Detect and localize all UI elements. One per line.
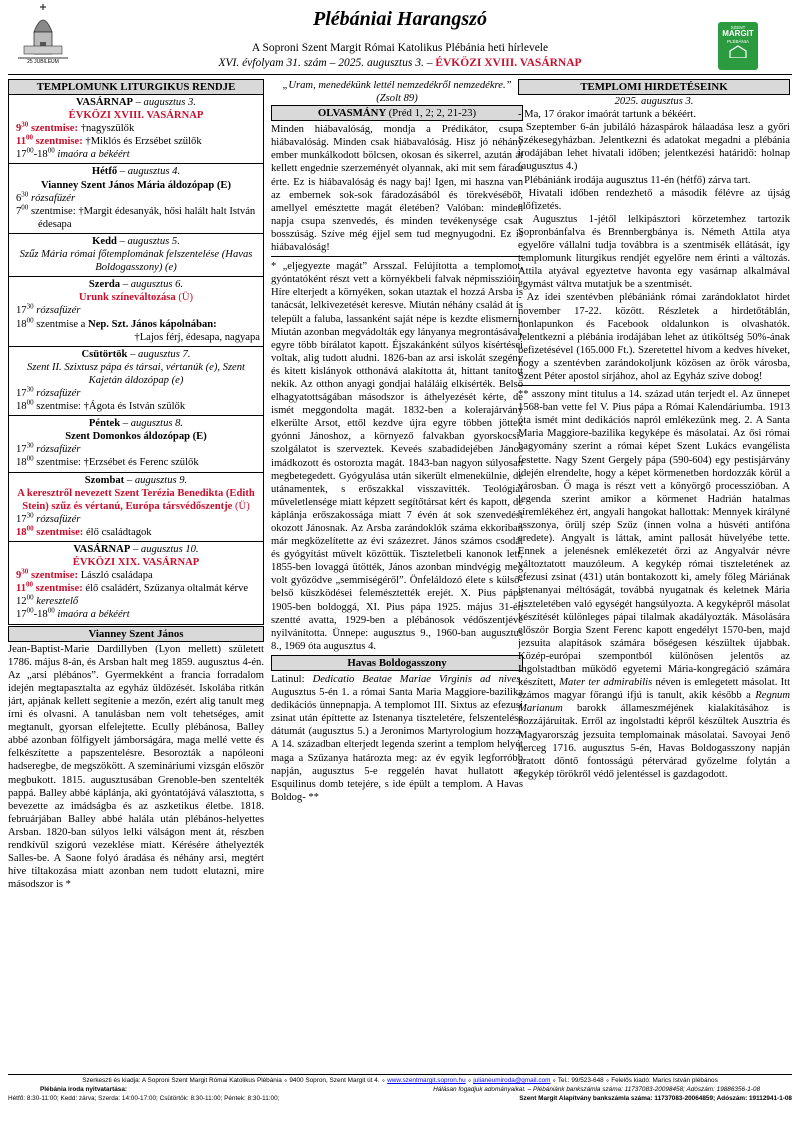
liturgy-column: [8, 79, 264, 1071]
notice-item: - Az idei szentévben plébániánk római zarándoklatot hirdet november 17-22. között. Részletek a hirdetőtáblán, honlapunkon és Facebook oldalunkon is olvashatók. Jelentkezni a plébánia irodájában lehet az útiköltség 50%-ának befizetésével (165.000 Ft.). Szeretettel hívom a kedves híveket, hogy a szentévben zarándokoljunk közösen az örök városba, Szent Péter apostol sírjához, ahol az Egyház szíve dobog!: [518, 292, 790, 382]
havas-text: Latinul: Dedicatio Beatae Mariae Virginis ad nives. Augusztus 5-én 1. a római Santa Maria Maggiore-bazilika dedikációs ünnepnapja. A templomot III. Sixtus az efezusi zsinat után építtette az Istenanya tiszteletére, felszentelése dátumát (augusztus 5.) a Jeronimos Martyrologium hozza. A 14. században elterjedt legenda szerint a templom helyét maga a Szűzanya határozta meg: az év egyik legforróbb napján, augusztus 5-e reggelén havat hullatott az Esquilinus domb tetejére, s ide épült a templom. A Havas Boldog- **: [271, 673, 523, 803]
psalm-quote: „Uram, menedékünk lettél nemzedékről nemzedékre.” (Zsolt 89): [282, 80, 512, 105]
schedule-line: $17^{00}-18^{00}$ imaóra a békéért: [16, 146, 130, 161]
office-hours-label: Plébánia iroda nyitvatartása:: [40, 1086, 128, 1093]
feast-title: ÉVKÖZI XVIII. VASÁRNAP: [68, 110, 204, 122]
reading-text: Minden hiábavalóság, mondja a Prédikátor, csupa hiábavalóság. Minden csak hiábavalóság. Hisz jó néhány ember munkálkodott bölcsen, okosan és sikerrel, azután át kellett engednie szerzeményét olyannak, aki mit sem fáradt érte. Ez is hiábavalóság és nagy baj! Igen, mi haszna van az embernek sok-sok fáradozásából és törekvéséből, amellyel emésztette magát életében? Valóban: minden napja csupa szenvedés, és minden tevékenysége csak bosszúság. Szíve még éjjel sem tud megnyugodni. Ez is hiábavalóság!: [271, 121, 523, 257]
notices-date: 2025. augusztus 3.: [614, 96, 694, 107]
day-wednesday: Szerda – augusztus 6. Urunk színeváltozása (Ü) $17^{30}$ rózsafüzér $18^{00}$ szentmise a Nep. Szt. János kápolnában: †Lajos férj, édesapa, nagyapa: [9, 277, 263, 346]
logo-main: MARGIT: [722, 29, 754, 38]
day-monday: Hétfő – augusztus 4. Vianney Szent János Mária áldozópap (E) $6^{30}$ rózsafüzér $7^{00}$ szentmise: †Margit édesanyák, hősi halált halt István édesapa: [9, 164, 263, 233]
schedule-line: $9^{30}$ szentmise: †nagyszülők: [16, 120, 135, 135]
office-hours: Hétfő: 8:30-11:00; Kedd: zárva; Szerda: 14:00-17:00; Csütörtök: 8:30-11:00; Péntek: 8:30-11:00;: [8, 1095, 280, 1102]
feast-title: Vianney Szent János Mária áldozópap (E): [40, 179, 231, 191]
bank-account-parish: Hálásan fogadjuk adományaikat. – Plébániánk bankszámla száma: 11737083-20098458; Adószám: 19886356-1-08: [433, 1086, 760, 1093]
notice-item: - Ma, 17 órakor imaórát tartunk a békéért.: [518, 109, 696, 121]
issue-number: XVI. évfolyam 31. szám – 2025. augusztus 3. –: [218, 57, 433, 69]
day-saturday: Szombat – augusztus 9. A keresztről nevezett Szent Terézia Benedikta (Edith Stein) szűz és vértanú, Európa társvédőszentje (Ü) $17^{30}$ rózsafüzér $18^{00}$ szentmise: élő családtagok: [9, 473, 263, 542]
newsletter-title: Plébániai Harangszó: [313, 8, 487, 30]
havas-heading: Havas Boldogasszony: [271, 655, 523, 671]
header-rule: [8, 74, 792, 75]
logo-top: SZENT: [730, 25, 746, 30]
liturgy-box: [8, 95, 264, 625]
website-link[interactable]: www.szentmargit.sopron.hu: [387, 1077, 466, 1084]
notices-heading: TEMPLOMI HIRDETÉSEINK: [518, 79, 790, 95]
issue-line: [0, 57, 800, 69]
issue-sunday: ÉVKÖZI XVIII. VASÁRNAP: [435, 57, 582, 69]
day-friday: Péntek – augusztus 8. Szent Domonkos áldozópap (E) $17^{30}$ rózsafüzér $18^{00}$ szentmise: †Erzsébet és Ferenc szülők: [9, 416, 263, 472]
feast-title: ÉVKÖZI XIX. VASÁRNAP: [72, 557, 200, 569]
day-thursday: Csütörtök – augusztus 7. Szent II. Szixtusz pápa és társai, vértanúk (e), Szent Kajetán áldozópap (e) $17^{30}$ rózsafüzér $18^{00}$ szentmise: †Ágota és István szülők: [9, 347, 263, 416]
notices-column: [518, 79, 790, 1071]
day-name: VASÁRNAP: [76, 97, 133, 108]
notice-item: - Szeptember 6-án jubiláló házaspárok hálaadása lesz a győri Székesegyházban. Jelentkezni és adatokat megadni a plébánia irodájában lehet hivatali időben; jelentkezési határidő: holnap (augusztus 4.): [518, 122, 790, 173]
feast-title: A keresztről nevezett Szent Terézia Benedikta (Edith Stein) szűz és vértanú, Európa társvédőszentje: [17, 487, 255, 512]
feast-title: Urunk színeváltozása: [78, 292, 176, 304]
reading-heading: OLVASMÁNY (Préd 1, 2; 2, 21-23): [271, 105, 523, 121]
notice-item: - Hivatali időben rendezhető a második félévre az újság előfizetés.: [518, 187, 790, 212]
logo-bottom: PLÉBÁNIA: [726, 39, 749, 44]
email-link[interactable]: julianeumiroda@gmail.com: [473, 1077, 551, 1084]
feast-title: Szűz Mária római főtemplomának felszentelése (Havas Boldogasszony) (e): [19, 249, 253, 274]
schedule-line: $11^{00}$ szentmise: †Miklós és Erzsébet szülők: [16, 133, 202, 148]
feast-title: Szent Domonkos áldozópap (E): [65, 431, 207, 443]
day-date: – augusztus 3.: [135, 97, 196, 108]
newsletter-subtitle: A Soproni Szent Margit Római Katolikus Plébánia heti hírlevele: [251, 42, 549, 54]
notice-item: - Plébániánk irodája augusztus 11-én (hétfő) zárva tart.: [518, 174, 751, 186]
church-building-icon: [728, 44, 748, 58]
day-sunday-2: VASÁRNAP – augusztus 10. ÉVKÖZI XIX. VASÁRNAP $9^{30}$ szentmise: László családapa $11^{00}$ szentmise: élő családért, Szűzanya oltalmát kérve $12^{00}$ keresztelő $17^{00}-18^{00}$ imaóra a békéért: [9, 542, 263, 625]
day-tuesday: Kedd – augusztus 5. Szűz Mária római főtemplomának felszentelése (Havas Boldogasszony) (e): [9, 234, 263, 277]
vianney-continued-text: * „eljegyezte magát” Arsszal. Felújította a templomot, gyóntatóként részt vett a környékbeli falvak népmisszióin. Híre elterjedt a környéken, sokan utaztak el hozzá Arsba is tanácsát, lelkivezetését keresve. Miután néhány család át is települt a faluba, lassanként saját népe is kezdte elismerni. Miután azonban megvádolták egy lányanya megrontásával, egyre több bírálatot kapott. Éjszakánként súlyos kísértései voltak, alig tudott aludni. 1826-ban az arsi iskolát szegény és kitett kislányok otthonává alakította át, hittant tanított nekik. Az otthon anyagi gondjai haláláig elkísérték. Belső elhagyatottságában másodszor is áthelyezését kérte, de ismét meggondolta magát. 1832-ben a kolerajárvány elkerülte Arsot, ettől kezdve újra egyre többen jöttek gyónni Jánoshoz, a környező falvakban gyorskocsi-szolgálatot is szerveztek. Keveés szabadidejében János imádkozott és ostorozta magát. 1843-ban nagyon súlyosan megbetegedett. Gyógyulása után sikerült elmenekülnie, de utánamentek, s erőszakkal visszavitték. Teológiai műveletlensége miatt képzett segítőtársat kért és kapott, de káplánja erőszakossága miatt 7 évén át sok szenvedést okozott Jánosnak. Az Arsba zarándoklók száma ekkoriban már megközelítette az évi százezret. János számos csodát és gyógyítást művelt közöttük. Tiszteletbeli kanonok lett, 1855-ben lovaggá ütötték, János azonban mindvégig meg volt győződve „semmiségéről”. Önfeláldozó élete s külső-belső küszködései felemésztették erejét. X. Pius pápa 1905-ben boldoggá, XI. Pius pápa 1925. május 31-én szentté avatta, 1929-ben a plébánosok védőszentjévé nyilvánította. Ünnepe: augusztus 9., 1960-ban augusztus 8., 1969 óta augusztus 4.: [271, 261, 523, 652]
notices-list: [518, 108, 790, 386]
jubilee-caption: 25 JUBILEUM: [27, 59, 59, 65]
feast-title: Szent II. Szixtusz pápa és társai, vértanúk (e), Szent Kajetán áldozópap (e): [26, 361, 246, 386]
bank-account-foundation: Szent Margit Alapítvány bankszámla száma: 11737083-20064859; Adószám: 19112941-1-08: [519, 1095, 792, 1102]
havas-continued-text: ** asszony mint titulus a 14. század után terjedt el. Az ünnepet 1568-ban vette fel V. Pius pápa a Római Kalendáriumba. 1913 óta ismét mint dedikációs napról emlékezünk meg. 2. A Santa Maria Maggiore-bazilika kegyképe és másolatai. Az ősi római hagyomány szerint a római képet Szent Lukács evangélista festette. Nagy Szent Gergely pápa (590-604) egy pestisjárvány idején elrendelte, hogy a képet körmenetben hordozzák körül a városban. Ő maga is részt vett a könyörgő processzióban. A legenda szerint amikor a körmenet Hadrián hatalmas síremlékéhez ért, angyali hangokat hallottak: Mennyek királyné asszonya, örülj szép Szűz (innen volna a húsvéti antifóna eredete). Angyalt is láttak, amint pallosát hüvelyébe tette. Ennek a jelenésnek emlékezetét őrzi az Angyalvár névre változtatott mauzóleum. A kegykép római tiszteletének az efezusi zsinat (431) után bontakozott ki, amely főleg Máriának istenanyai méltóságát, továbbá nyugatnak és keletnek Mária tiszteletében való egységét hangsúlyozta. A kegyképről másolat készítését különleges pápai tilalmak akadályozták. Másolására először Borgia Szent Ferenc kapott engedélyt 1570-ben, majd jezsuita alapítások számára bőségesen készültek újabbak. Közép-európai szempontból különösen jelentős az Ingolstadtban működő egyetemi Mária-kongregáció számára készített, Mater ter admirabilis néven is emlegetett másolat. Itt számos magyar főrangú ifjú is tanult, akik később a Regnum Marianum barokk állameszméjének kialakításához is hozzájáruitak. Erről az ingolstadti képről készültek Ausztria és Magyarország jezsuita templomainak másolatai. Savoyai Jenő herceg 1716. augusztus 5-én, Havas Boldogasszony napján aratott döntő fontosságú pétervárad győzelme folytán a kegykép törökről védő jelentéssel is gazdagodott.: [518, 389, 790, 780]
footer-rule: [8, 1074, 792, 1075]
parish-logo: [718, 22, 758, 70]
footer: Szerkeszti és kiadja: A Soproni Szent Margit Római Katolikus Plébánia ∘ 9400 Sopron, Szent Margit út 4. ∘ www.szentmargit.sopron.hu ∘ julianeumiroda@gmail.com ∘ Tel.: 99/523-648 ∘ Felelős kiadó: Marics István plébános Plébánia iroda nyitvatartása: Hálásan fogadjuk adományaikat. – Plébániánk bankszámla száma: 11737083-20098458; Adószám: 19886356-1-08 Hétfő: 8:30-11:00; Kedd: zárva; Szerda: 14:00-17:00; Csütörtök: 8:30-11:00; Péntek: 8:30-11:00; Szent Margit Alapítvány bankszámla száma: 11737083-20064859; Adószám: 19112941-1-08: [8, 1077, 792, 1102]
day-sunday-1: [9, 95, 263, 164]
vianney-text: Jean-Baptist-Marie Dardillyben (Lyon mellett) született 1786. május 8-án, és Arsban halt meg 1859. augusztus 4-én. Az „arsi plébános”. Gyermekként a francia forradalom idején megtapasztalta az egyház üldözését. Iskolába ritkán járt, apjának kellett segítenie a mezőn, ezért alig tanult meg írni és olvasni. A tanulásban nem volt tehetséges, amit megtanult, gyorsan elfelejtette. Ecully plébánosa, Balley abbé azonban fölfigyelt jámborságára, maga mellé vette és felkészítette a papszentelésre. Besorozták a napóleoni hadseregbe, de megszökött. A szemináriumi vizsgán először megbukott. 1815. augusztusában Grenoble-ben szentelték pappá. Balley abbé káplánja, aki gyóntatójává választotta, s bevezette az imádságba és az aszketikus életbe. 1818. februárjában Balley abbé halála után plébános-helyettes Arsban. 1820-ban súlyos lelki válságon ment át, részben rendkívül szigorú vezeklése miatt. Kérésére áthelyezték Salles-be. A Saone folyó áradása és néhány arsi, megtért híve tiltakozása miatt azonban nem tudott elutazni, mire másodszor is *: [8, 643, 264, 891]
liturgy-heading: TEMPLOMUNK LITURGIKUS RENDJE: [8, 79, 264, 95]
notice-item: - Augusztus 1-jétől lelkipásztori körzetemhez tartozik Sopronbánfalva és Brennbergbánya is. Németh Attila atya egyelőre vállalni tudja továbbra is a szentmisék ellátását, így templomunk liturgikus rendjét egyelőre nem érinti a változás. Attila atyával egyeztetve havonta egy vasárnap alkalmával egymást váltva mutatjuk be a szentmisét.: [518, 213, 790, 291]
vianney-heading: Vianney Szent János: [8, 626, 264, 642]
middle-column: [271, 79, 523, 1071]
